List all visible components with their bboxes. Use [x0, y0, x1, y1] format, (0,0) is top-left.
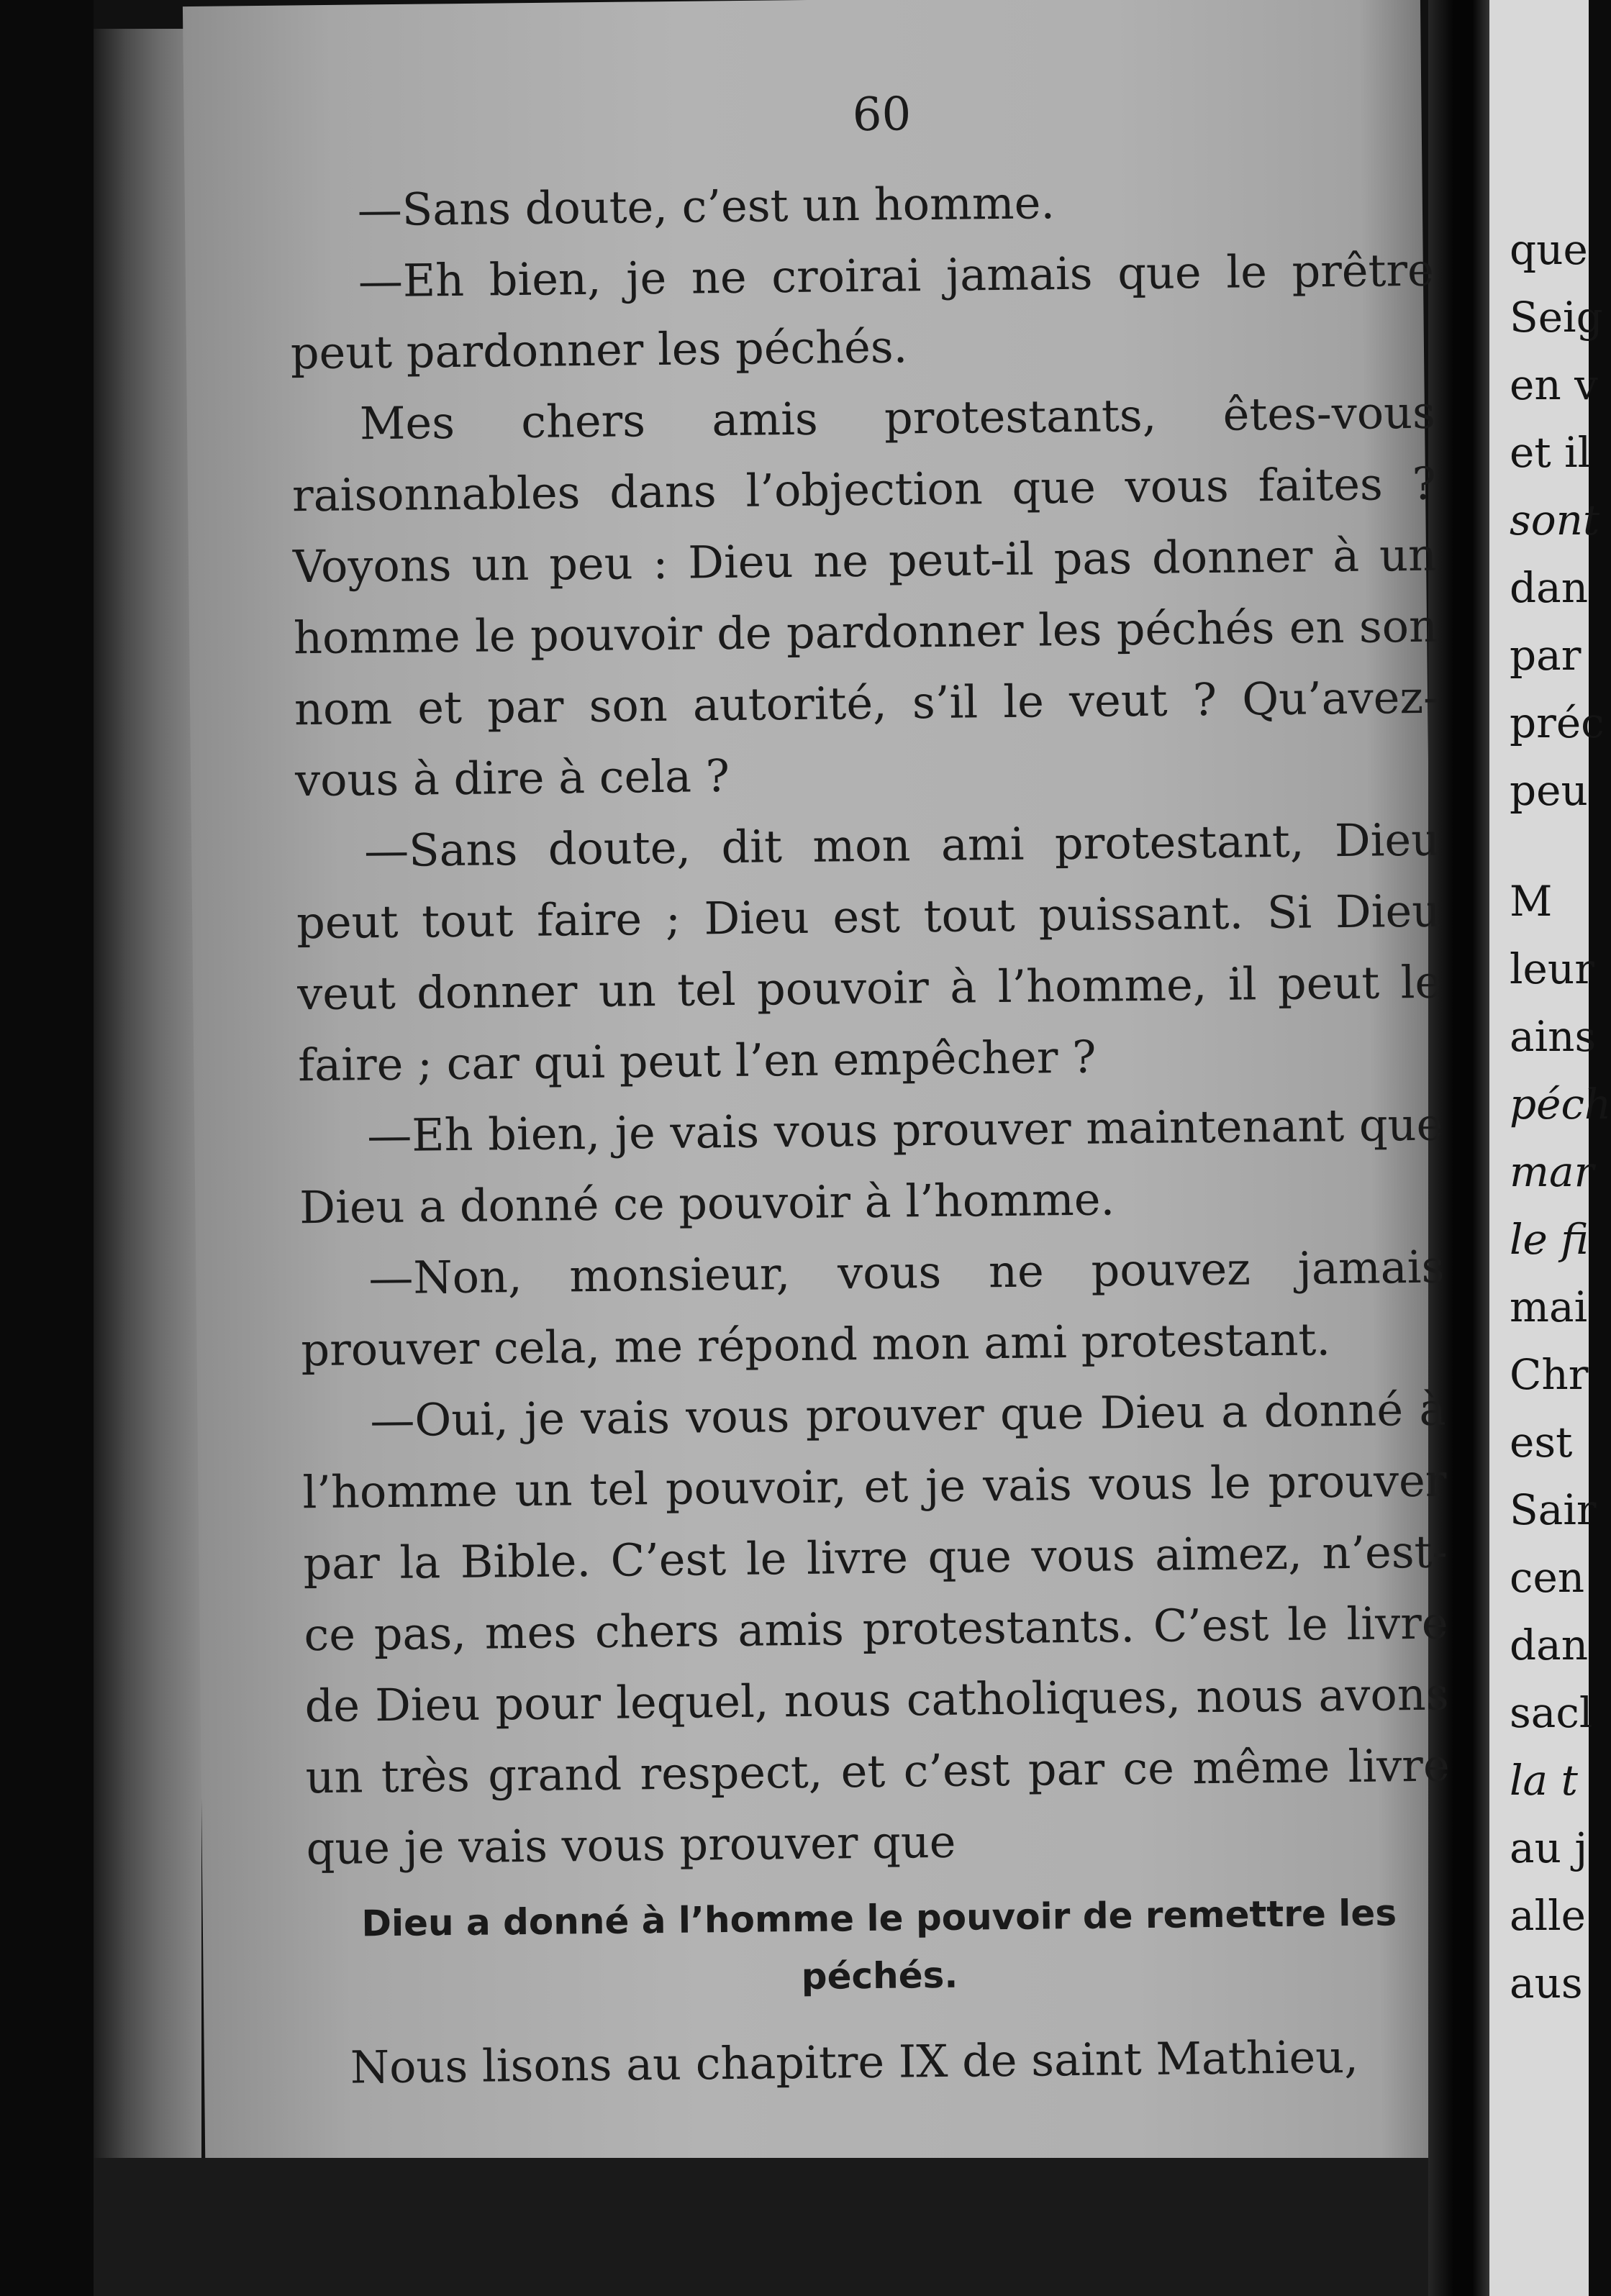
paragraph-continuation: Nous lisons au chapitre IX de saint Mathieu, — [350, 2030, 1359, 2094]
right-page-line: leur — [1510, 944, 1594, 993]
right-page-line: dan — [1510, 563, 1589, 612]
paragraph: —Eh bien, je ne croirai jamais que le prêtre peut pardonner les péchés. — [290, 243, 1435, 380]
right-page-line: et il — [1510, 428, 1592, 477]
right-page-line: ains — [1510, 1012, 1597, 1061]
right-page-line: est — [1510, 1418, 1573, 1467]
page-content — [288, 77, 1453, 2103]
right-page-line: aus — [1510, 1959, 1583, 2008]
paragraph: Mes chers amis protestants, êtes-vous raisonnables dans l’objection que vous faites ? Voyons un peu : Dieu ne peut-il pas donner à un homme le pouvoir de pardonner les péchés en son nom et par son autorité, s’il le veut ? Qu’avez-vous à dire à cela ? — [291, 386, 1439, 807]
right-page-line: la t — [1510, 1756, 1578, 1805]
scan-border-left — [0, 0, 94, 2296]
right-page-line: par — [1510, 631, 1581, 680]
right-page-line: péch — [1510, 1080, 1611, 1129]
paragraph: —Sans doute, c’est un homme. — [357, 176, 1056, 237]
right-page-line: alle — [1510, 1891, 1587, 1940]
right-page-line: mar — [1510, 1147, 1594, 1196]
right-page-line: sacl — [1510, 1688, 1593, 1737]
right-page-line: que — [1510, 225, 1588, 274]
paragraph: —Sans doute, dit mon ami protestant, Dieu peut tout faire ; Dieu est tout puissant. Si Dieu veut donner un tel pouvoir à l’homme, il peut le faire ; car qui peut l’en empêcher ? — [296, 813, 1442, 1092]
right-page-line: dan — [1510, 1621, 1589, 1669]
scan-border-bottom — [94, 2158, 1432, 2296]
right-page-line: sont — [1510, 496, 1600, 545]
right-page-line: préc — [1510, 698, 1605, 747]
right-page-text-fragments — [1510, 216, 1611, 2017]
right-page-line: M — [1510, 877, 1553, 926]
right-page-line: le fi — [1510, 1215, 1589, 1264]
right-page-line: en v — [1510, 360, 1598, 409]
right-page-line: Sair — [1510, 1485, 1597, 1534]
page-number: 60 — [852, 88, 912, 142]
right-page-line: Chr — [1510, 1350, 1589, 1399]
section-heading: Dieu a donné à l’homme le pouvoir de remettre les péchés. — [361, 1892, 1397, 1997]
right-page-line: cen — [1510, 1553, 1585, 1602]
paragraph: —Non, monsieur, vous ne pouvez jamais prouver cela, me répond mon ami protestant. — [301, 1240, 1445, 1377]
paragraph: —Oui, je vais vous prouver que Dieu a donné à l’homme un tel pouvoir, et je vais vous le prouver par la Bible. C’est le livre que vous aimez, n’est-ce pas, mes chers amis protestants. C’est le livre de Dieu pour lequel, nous catholiques, nous avons un très grand respect, et c’est par ce même livre que je vais vous prouver que — [302, 1382, 1450, 1875]
body-text — [289, 163, 1451, 1885]
right-page-line: mai — [1510, 1283, 1588, 1331]
right-page-line: Seig — [1510, 293, 1603, 342]
right-page-line: au j — [1510, 1823, 1588, 1872]
book-page-edges — [94, 29, 201, 2172]
right-page-line: peu — [1510, 766, 1588, 815]
paragraph: —Eh bien, je vais vous prouver maintenant que Dieu a donné ce pouvoir à l’homme. — [299, 1098, 1443, 1234]
